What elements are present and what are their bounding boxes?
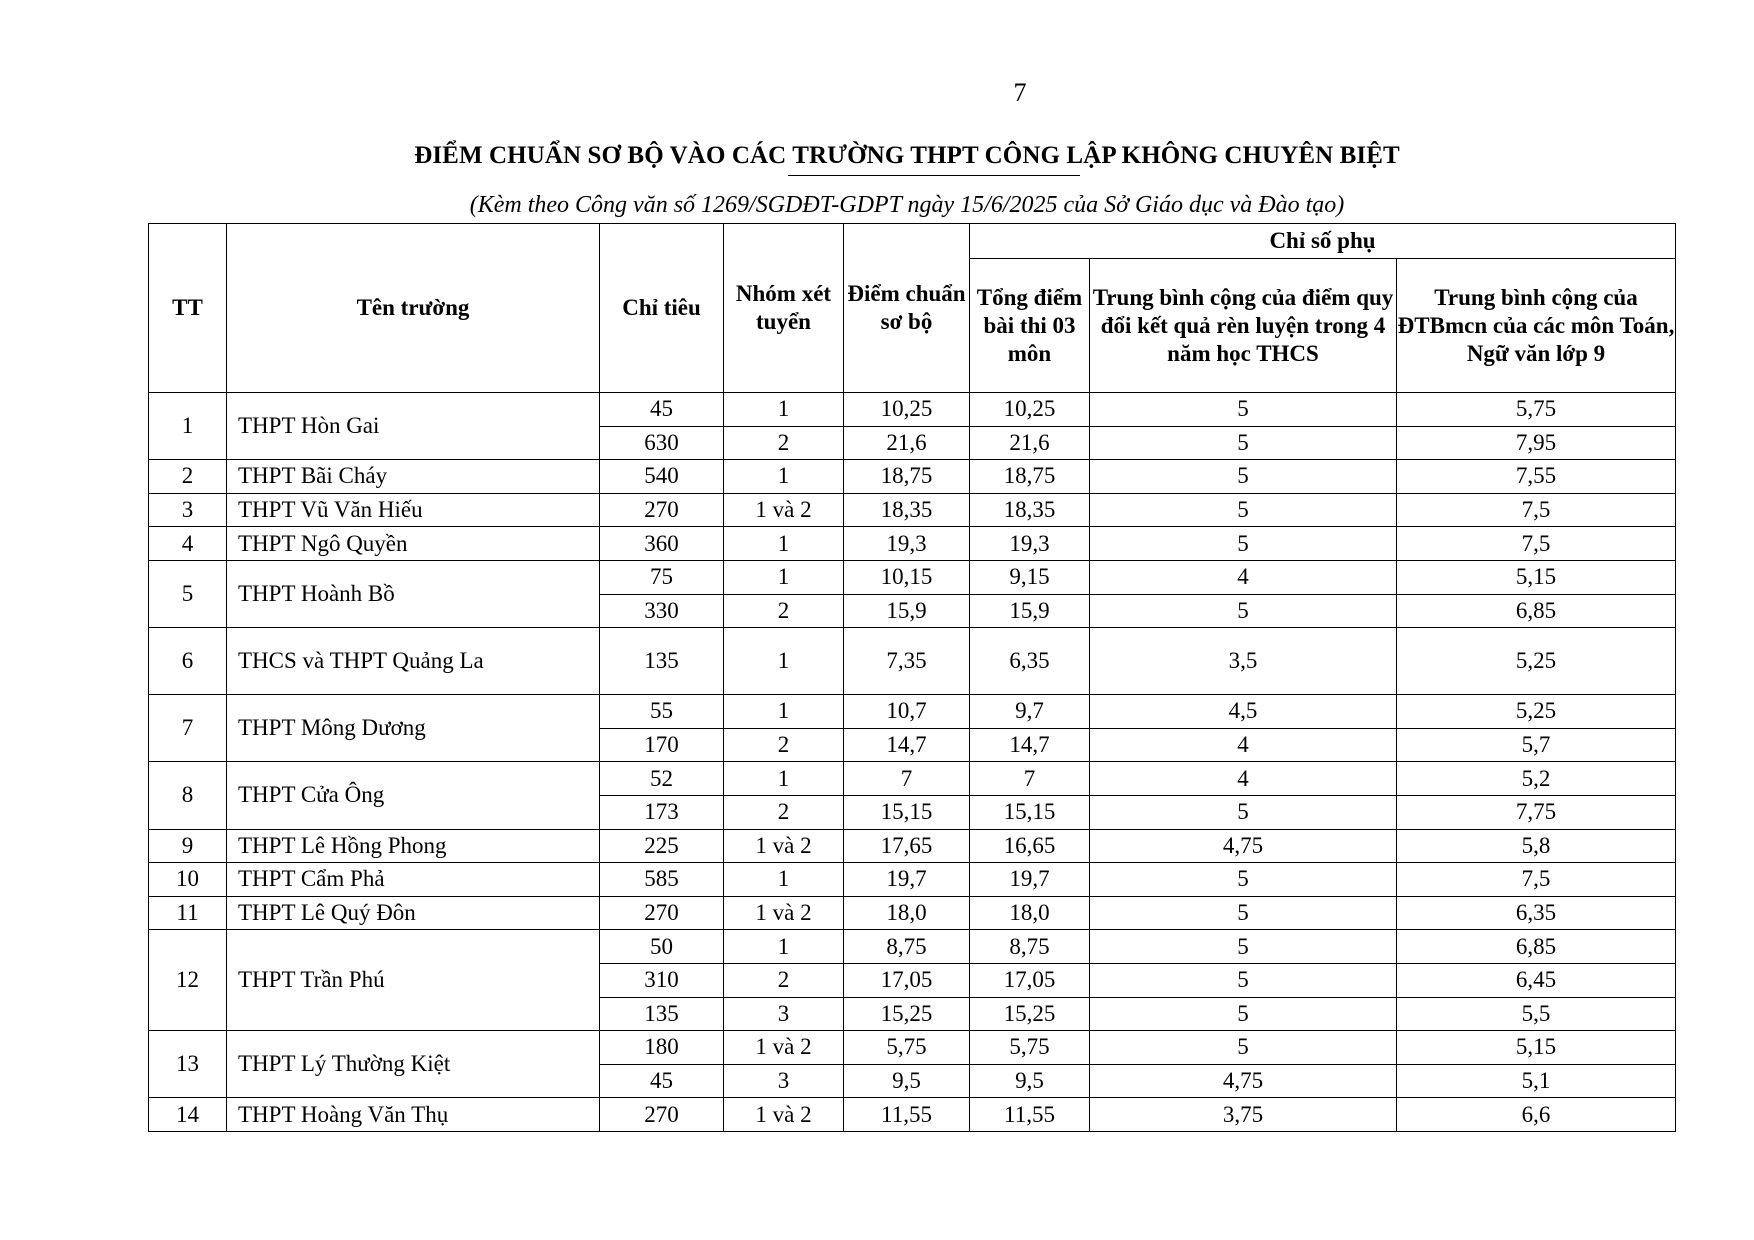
conduct-average-cell: 4,75 [1090, 1064, 1397, 1098]
tt-cell: 7 [149, 695, 227, 762]
header-school-name: Tên trường [227, 224, 600, 393]
conduct-average-cell: 5 [1090, 997, 1397, 1031]
header-conduct-average: Trung bình cộng của điểm quy đổi kết quả rèn luyện trong 4 năm học THCS [1090, 259, 1397, 393]
quota-cell: 50 [600, 930, 724, 964]
total-score-cell: 9,15 [970, 560, 1090, 594]
group-cell: 2 [724, 594, 844, 628]
total-score-cell: 18,35 [970, 493, 1090, 527]
subject-average-cell: 5,2 [1397, 762, 1676, 796]
group-cell: 2 [724, 426, 844, 460]
school-name-cell: THPT Hòn Gai [227, 393, 600, 460]
conduct-average-cell: 3,75 [1090, 1098, 1397, 1132]
subject-average-cell: 5,25 [1397, 628, 1676, 695]
subject-average-cell: 6,35 [1397, 896, 1676, 930]
table-row [149, 560, 1676, 594]
header-quota: Chỉ tiêu [600, 224, 724, 393]
conduct-average-cell: 5 [1090, 963, 1397, 997]
preliminary-score-cell: 17,65 [844, 829, 970, 863]
table-row [149, 930, 1676, 964]
quota-cell: 45 [600, 1064, 724, 1098]
subject-average-cell: 5,7 [1397, 728, 1676, 762]
score-table [148, 223, 1676, 1132]
subject-average-cell: 6,85 [1397, 594, 1676, 628]
quota-cell: 310 [600, 963, 724, 997]
table-row [149, 695, 1676, 729]
total-score-cell: 5,75 [970, 1031, 1090, 1065]
subject-average-cell: 6,85 [1397, 930, 1676, 964]
header-subject-average: Trung bình cộng của ĐTBmcn của các môn Toán, Ngữ văn lớp 9 [1397, 259, 1676, 393]
tt-cell: 1 [149, 393, 227, 460]
conduct-average-cell: 5 [1090, 863, 1397, 897]
quota-cell: 45 [600, 393, 724, 427]
group-cell: 1 và 2 [724, 1098, 844, 1132]
subject-average-cell: 6,45 [1397, 963, 1676, 997]
subject-average-cell: 5,25 [1397, 695, 1676, 729]
tt-cell: 3 [149, 493, 227, 527]
total-score-cell: 18,0 [970, 896, 1090, 930]
quota-cell: 55 [600, 695, 724, 729]
quota-cell: 225 [600, 829, 724, 863]
total-score-cell: 9,5 [970, 1064, 1090, 1098]
header-tt: TT [149, 224, 227, 393]
school-name-cell: THPT Hoàng Văn Thụ [227, 1098, 600, 1132]
group-cell: 1 [724, 560, 844, 594]
table-row [149, 628, 1676, 695]
school-name-cell: THPT Lê Quý Đôn [227, 896, 600, 930]
conduct-average-cell: 5 [1090, 493, 1397, 527]
preliminary-score-cell: 15,25 [844, 997, 970, 1031]
total-score-cell: 8,75 [970, 930, 1090, 964]
total-score-cell: 14,7 [970, 728, 1090, 762]
table-row [149, 393, 1676, 427]
table-row [149, 1031, 1676, 1065]
group-cell: 2 [724, 728, 844, 762]
subject-average-cell: 7,5 [1397, 863, 1676, 897]
school-name-cell: THPT Mông Dương [227, 695, 600, 762]
group-cell: 1 và 2 [724, 493, 844, 527]
total-score-cell: 11,55 [970, 1098, 1090, 1132]
subject-average-cell: 5,15 [1397, 560, 1676, 594]
quota-cell: 540 [600, 460, 724, 494]
quota-cell: 180 [600, 1031, 724, 1065]
conduct-average-cell: 3,5 [1090, 628, 1397, 695]
group-cell: 1 [724, 930, 844, 964]
preliminary-score-cell: 14,7 [844, 728, 970, 762]
quota-cell: 270 [600, 1098, 724, 1132]
header-total-score: Tổng điểm bài thi 03 môn [970, 259, 1090, 393]
preliminary-score-cell: 9,5 [844, 1064, 970, 1098]
conduct-average-cell: 4,75 [1090, 829, 1397, 863]
conduct-average-cell: 5 [1090, 426, 1397, 460]
school-name-cell: THPT Bãi Cháy [227, 460, 600, 494]
document-subtitle: (Kèm theo Công văn số 1269/SGDĐT-GDPT ngày 15/6/2025 của Sở Giáo dục và Đào tạo) [469, 192, 1345, 218]
group-cell: 1 [724, 762, 844, 796]
table-body [149, 393, 1676, 1132]
subject-average-cell: 7,95 [1397, 426, 1676, 460]
tt-cell: 8 [149, 762, 227, 829]
group-cell: 1 [724, 527, 844, 561]
group-cell: 1 [724, 628, 844, 695]
subject-average-cell: 5,1 [1397, 1064, 1676, 1098]
preliminary-score-cell: 11,55 [844, 1098, 970, 1132]
total-score-cell: 15,25 [970, 997, 1090, 1031]
group-cell: 1 [724, 460, 844, 494]
preliminary-score-cell: 10,7 [844, 695, 970, 729]
group-cell: 2 [724, 795, 844, 829]
preliminary-score-cell: 7 [844, 762, 970, 796]
quota-cell: 75 [600, 560, 724, 594]
preliminary-score-cell: 18,75 [844, 460, 970, 494]
conduct-average-cell: 5 [1090, 393, 1397, 427]
total-score-cell: 7 [970, 762, 1090, 796]
table-row [149, 896, 1676, 930]
preliminary-score-cell: 18,35 [844, 493, 970, 527]
school-name-cell: THPT Vũ Văn Hiếu [227, 493, 600, 527]
total-score-cell: 16,65 [970, 829, 1090, 863]
header-preliminary-score: Điểm chuẩn sơ bộ [844, 224, 970, 393]
school-name-cell: THPT Cửa Ông [227, 762, 600, 829]
conduct-average-cell: 4 [1090, 762, 1397, 796]
total-score-cell: 10,25 [970, 393, 1090, 427]
group-cell: 3 [724, 1064, 844, 1098]
subject-average-cell: 7,5 [1397, 493, 1676, 527]
preliminary-score-cell: 5,75 [844, 1031, 970, 1065]
tt-cell: 12 [149, 930, 227, 1031]
school-name-cell: THCS và THPT Quảng La [227, 628, 600, 695]
quota-cell: 585 [600, 863, 724, 897]
group-cell: 1 và 2 [724, 1031, 844, 1065]
quota-cell: 330 [600, 594, 724, 628]
subject-average-cell: 5,5 [1397, 997, 1676, 1031]
table-row [149, 527, 1676, 561]
subject-average-cell: 5,75 [1397, 393, 1676, 427]
total-score-cell: 15,9 [970, 594, 1090, 628]
group-cell: 1 [724, 863, 844, 897]
preliminary-score-cell: 15,15 [844, 795, 970, 829]
table-row [149, 829, 1676, 863]
subject-average-cell: 5,8 [1397, 829, 1676, 863]
subject-average-cell: 7,55 [1397, 460, 1676, 494]
quota-cell: 135 [600, 997, 724, 1031]
group-cell: 1 và 2 [724, 829, 844, 863]
school-name-cell: THPT Trần Phú [227, 930, 600, 1031]
group-cell: 3 [724, 997, 844, 1031]
total-score-cell: 15,15 [970, 795, 1090, 829]
conduct-average-cell: 4 [1090, 560, 1397, 594]
quota-cell: 630 [600, 426, 724, 460]
preliminary-score-cell: 10,15 [844, 560, 970, 594]
total-score-cell: 17,05 [970, 963, 1090, 997]
conduct-average-cell: 4 [1090, 728, 1397, 762]
group-cell: 1 [724, 393, 844, 427]
total-score-cell: 19,3 [970, 527, 1090, 561]
subject-average-cell: 7,75 [1397, 795, 1676, 829]
document-title: ĐIỂM CHUẨN SƠ BỘ VÀO CÁC TRƯỜNG THPT CÔNG LẬP KHÔNG CHUYÊN BIỆT [414, 142, 1400, 169]
tt-cell: 14 [149, 1098, 227, 1132]
table-row [149, 460, 1676, 494]
quota-cell: 270 [600, 896, 724, 930]
quota-cell: 173 [600, 795, 724, 829]
quota-cell: 52 [600, 762, 724, 796]
total-score-cell: 9,7 [970, 695, 1090, 729]
tt-cell: 11 [149, 896, 227, 930]
preliminary-score-cell: 21,6 [844, 426, 970, 460]
conduct-average-cell: 5 [1090, 1031, 1397, 1065]
quota-cell: 360 [600, 527, 724, 561]
preliminary-score-cell: 19,7 [844, 863, 970, 897]
school-name-cell: THPT Hoành Bồ [227, 560, 600, 627]
conduct-average-cell: 5 [1090, 460, 1397, 494]
total-score-cell: 19,7 [970, 863, 1090, 897]
preliminary-score-cell: 8,75 [844, 930, 970, 964]
page-number: 7 [1013, 78, 1027, 107]
subject-average-cell: 5,15 [1397, 1031, 1676, 1065]
header-admission-group: Nhóm xét tuyển [724, 224, 844, 393]
school-name-cell: THPT Lý Thường Kiệt [227, 1031, 600, 1098]
preliminary-score-cell: 18,0 [844, 896, 970, 930]
tt-cell: 9 [149, 829, 227, 863]
subject-average-cell: 7,5 [1397, 527, 1676, 561]
table-row [149, 863, 1676, 897]
preliminary-score-cell: 10,25 [844, 393, 970, 427]
conduct-average-cell: 5 [1090, 930, 1397, 964]
tt-cell: 2 [149, 460, 227, 494]
preliminary-score-cell: 7,35 [844, 628, 970, 695]
conduct-average-cell: 5 [1090, 896, 1397, 930]
conduct-average-cell: 5 [1090, 795, 1397, 829]
tt-cell: 4 [149, 527, 227, 561]
table-row [149, 762, 1676, 796]
school-name-cell: THPT Ngô Quyền [227, 527, 600, 561]
group-cell: 1 và 2 [724, 896, 844, 930]
tt-cell: 5 [149, 560, 227, 627]
preliminary-score-cell: 15,9 [844, 594, 970, 628]
group-cell: 2 [724, 963, 844, 997]
tt-cell: 6 [149, 628, 227, 695]
conduct-average-cell: 5 [1090, 594, 1397, 628]
quota-cell: 135 [600, 628, 724, 695]
preliminary-score-cell: 17,05 [844, 963, 970, 997]
total-score-cell: 21,6 [970, 426, 1090, 460]
conduct-average-cell: 4,5 [1090, 695, 1397, 729]
title-underline [788, 175, 1080, 176]
tt-cell: 13 [149, 1031, 227, 1098]
quota-cell: 270 [600, 493, 724, 527]
total-score-cell: 6,35 [970, 628, 1090, 695]
quota-cell: 170 [600, 728, 724, 762]
tt-cell: 10 [149, 863, 227, 897]
header-sub-indicators: Chỉ số phụ [970, 224, 1676, 259]
total-score-cell: 18,75 [970, 460, 1090, 494]
table-row [149, 493, 1676, 527]
group-cell: 1 [724, 695, 844, 729]
school-name-cell: THPT Lê Hồng Phong [227, 829, 600, 863]
preliminary-score-cell: 19,3 [844, 527, 970, 561]
subject-average-cell: 6,6 [1397, 1098, 1676, 1132]
conduct-average-cell: 5 [1090, 527, 1397, 561]
school-name-cell: THPT Cẩm Phả [227, 863, 600, 897]
table-row [149, 1098, 1676, 1132]
